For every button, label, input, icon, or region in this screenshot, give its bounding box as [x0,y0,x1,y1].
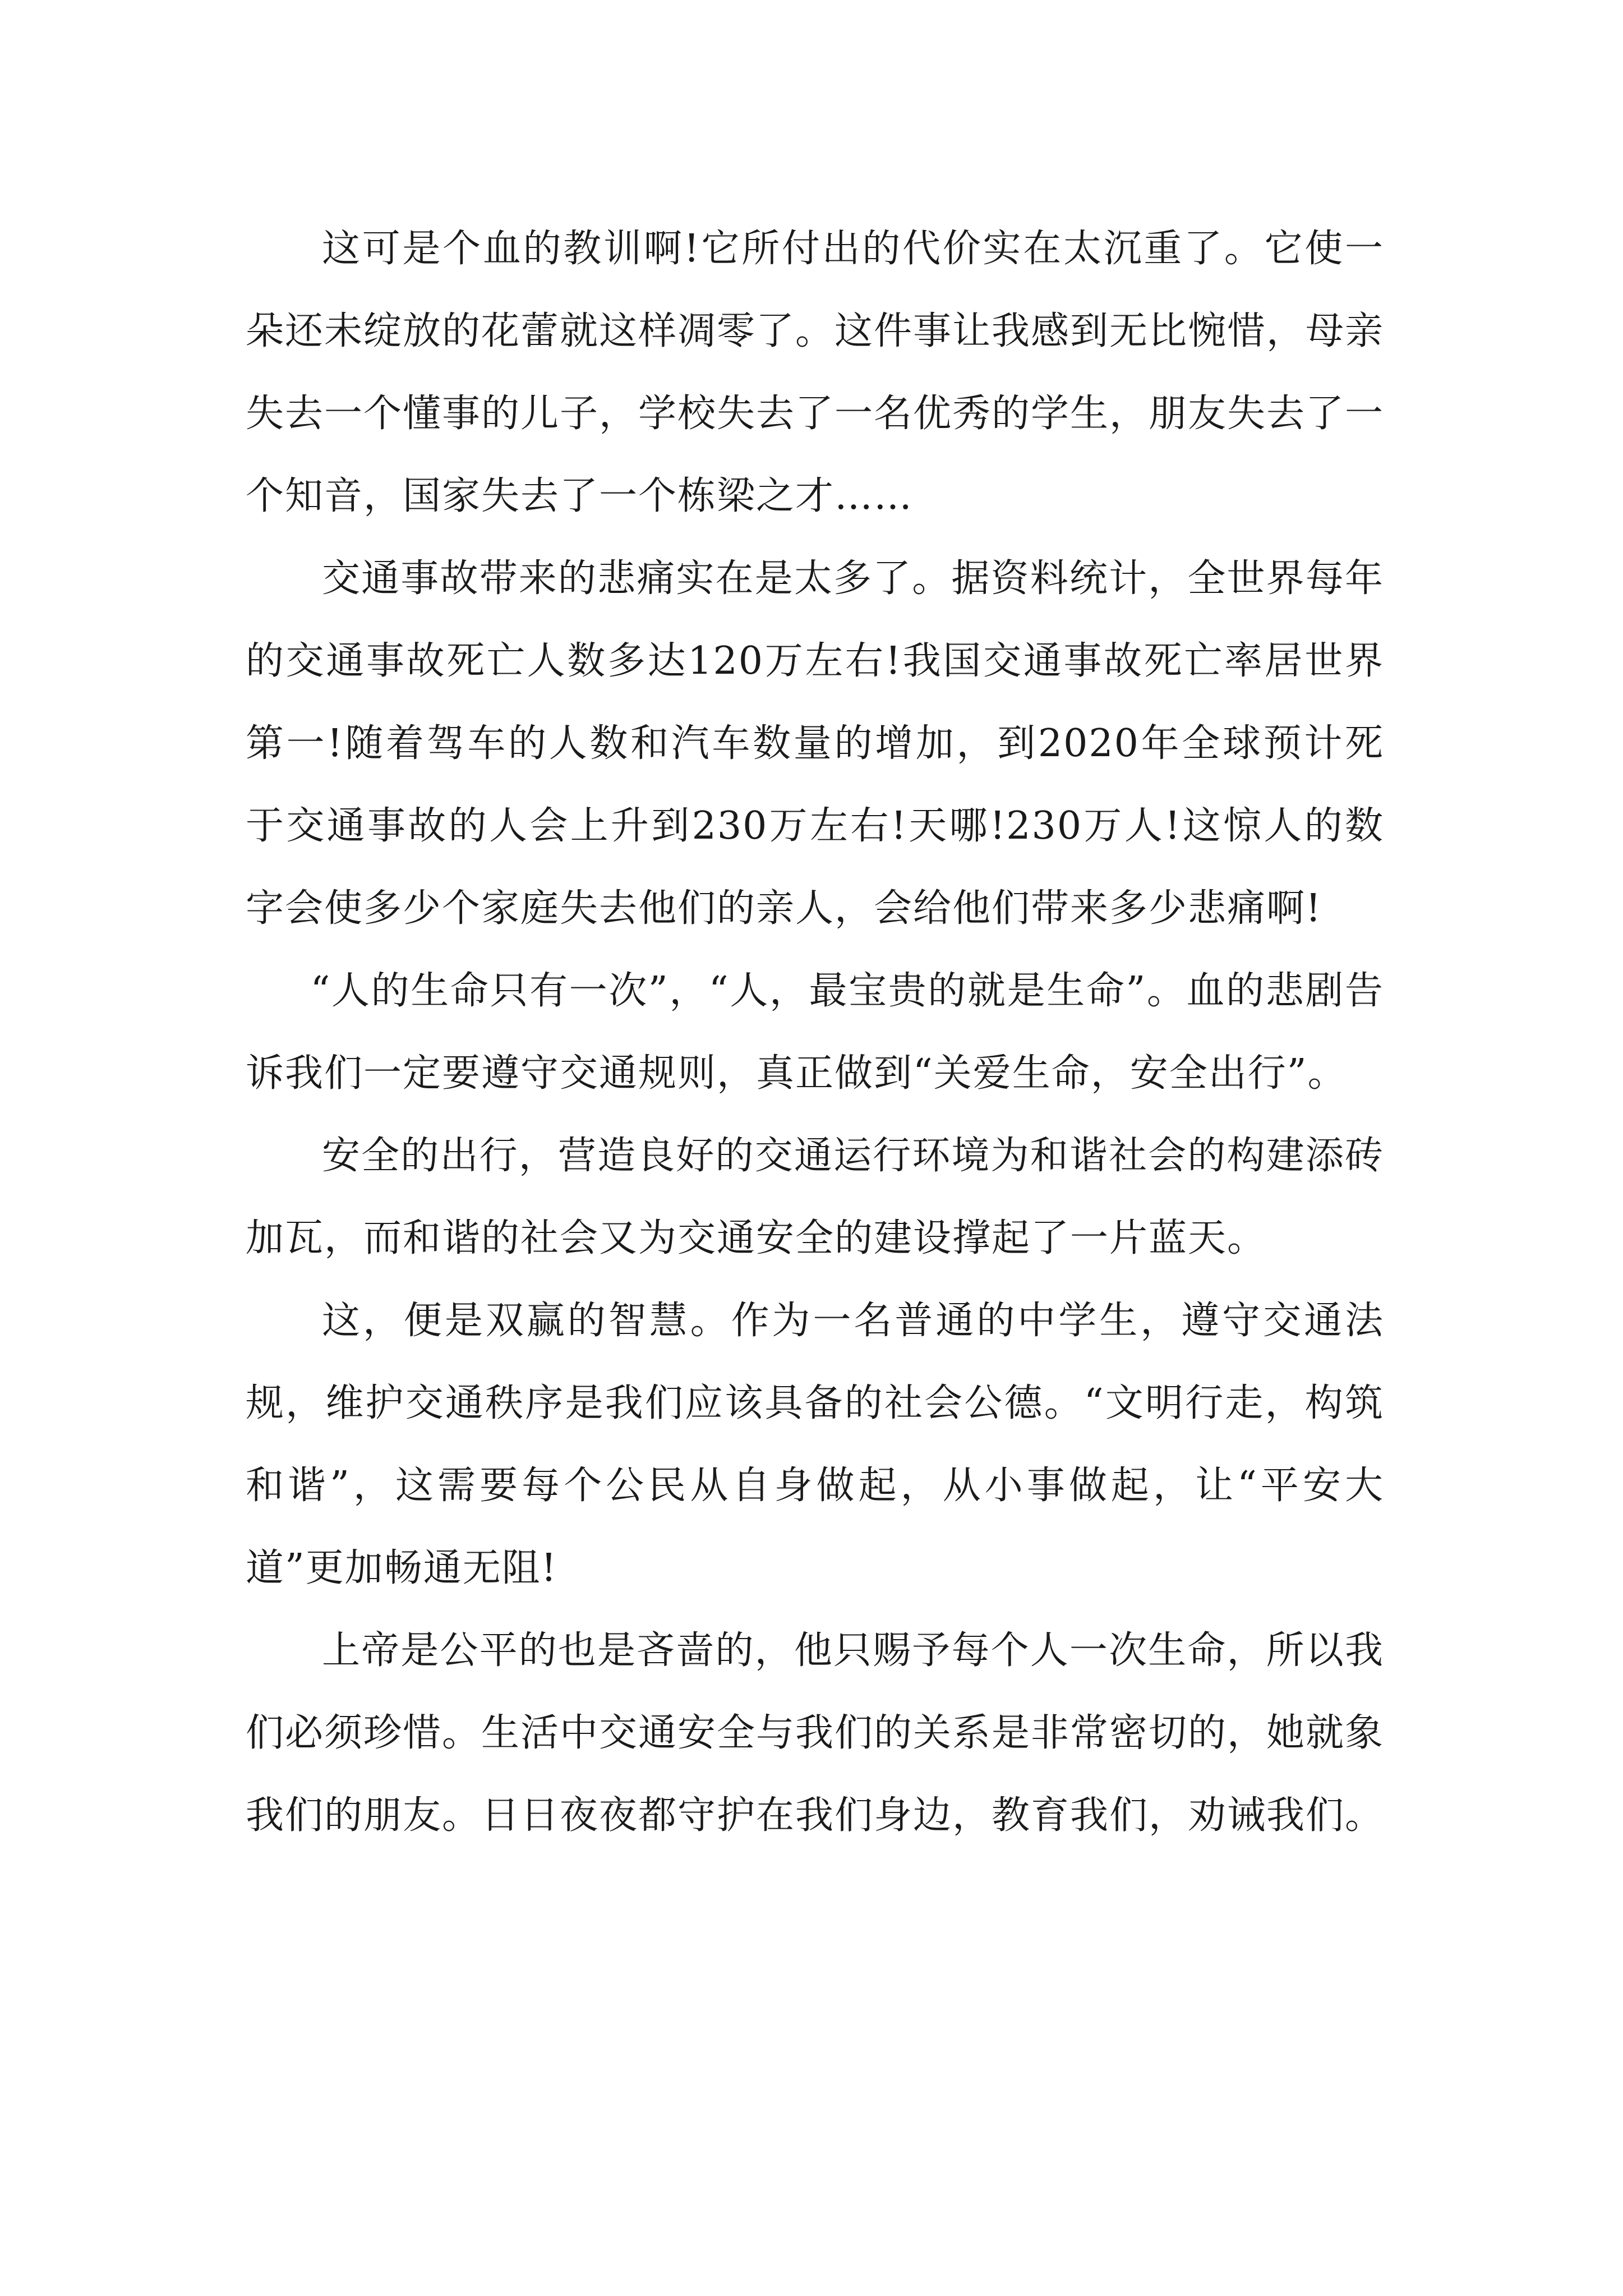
paragraph-5: 这，便是双赢的智慧。作为一名普通的中学生，遵守交通法规，维护交通秩序是我们应该具备的社会公德。“文明行走，构筑和谐”，这需要每个公民从自身做起，从小事做起，让“平安大道”更加畅通无阻! [246,1299,1384,1590]
paragraph-2: 交通事故带来的悲痛实在是太多了。据资料统计，全世界每年的交通事故死亡人数多达120万左右!我国交通事故死亡率居世界第一!随着驾车的人数和汽车数量的增加，到2020年全球预计死于交通事故的人会上升到230万左右!天哪!230万人!这惊人的数字会使多少个家庭失去他们的亲人，会给他们带来多少悲痛啊! [246,556,1384,931]
paragraph-3: “人的生命只有一次”，“人，最宝贵的就是生命”。血的悲剧告诉我们一定要遵守交通规则，真正做到“关爱生命，安全出行”。 [246,969,1384,1096]
paragraph-6: 上帝是公平的也是吝啬的，他只赐予每个人一次生命，所以我们必须珍惜。生活中交通安全与我们的关系是非常密切的，她就象我们的朋友。日日夜夜都守护在我们身边，教育我们，劝诫我们。 [246,1628,1385,1838]
document-body [246,208,1384,1857]
paragraph-4: 安全的出行，营造良好的交通运行环境为和谐社会的构建添砖加瓦，而和谐的社会又为交通安全的建设撑起了一片蓝天。 [246,1134,1384,1260]
paragraph-1: 这可是个血的教训啊!它所付出的代价实在太沉重了。它使一朵还未绽放的花蕾就这样凋零了。这件事让我感到无比惋惜，母亲失去一个懂事的儿子，学校失去了一名优秀的学生，朋友失去了一个知音，国家失去了一个栋梁之才…… [246,227,1385,518]
